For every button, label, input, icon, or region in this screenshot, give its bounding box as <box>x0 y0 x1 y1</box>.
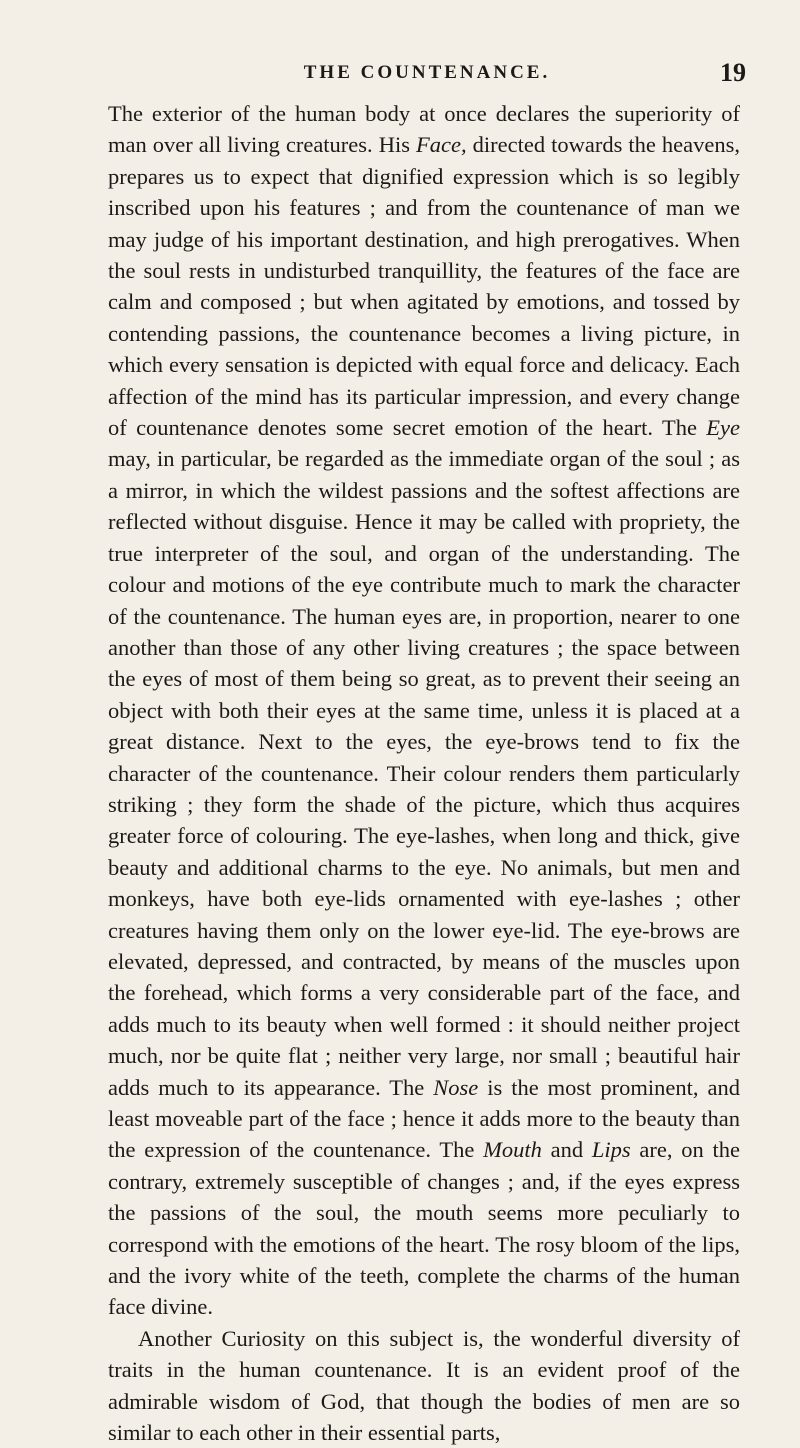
text-segment: The exterior of the human body at once declares the superiority of man over all living creatures. His <box>108 101 740 158</box>
text-segment: and <box>541 1137 592 1163</box>
text-segment: may, in particular, be regarded as the immediate organ of the soul ; as a mirror, in which the wildest passions and the softest affections are reflected without disguise. Hence it may be called with propriety, the true interpreter of the soul, and organ of the understanding. The colour and motions of the eye contribute much to mark the character of the countenance. The human eyes are, in proportion, nearer to one another than those of any other living creatures ; the space between the eyes of most of them being so great, as to prevent their seeing an object with both their eyes at the same time, unless it is placed at a great distance. Next to the eyes, the eye-brows tend to fix the character of the countenance. Their colour renders them particularly striking ; they form the shade of the picture, which thus acquires greater force of colouring. The eye-lashes, when long and thick, give beauty and additional charms to the eye. No animals, but men and monkeys, have both eye-lids ornamented with eye-lashes ; other creatures having them only on the lower eye-lid. The eye-brows are elevated, depressed, and contracted, by means of the muscles upon the forehead, which forms a very considerable part of the face, and adds much to its beauty when well formed : it should neither project much, nor be quite flat ; neither very large, nor small ; beautiful hair adds much to its appearance. The <box>108 446 740 1100</box>
running-head <box>108 58 746 94</box>
text-segment: Another Curiosity on this subject is, the wonderful diversity of traits in the human countenance. It is an evident proof of the admirable wisdom of God, that though the bodies of men are so similar to each other in their essential parts, <box>108 1325 740 1446</box>
italic-term-nose: Nose <box>433 1074 479 1100</box>
text-segment: is the most prominent, and least moveable part of the face ; hence it adds more to the beauty than the expression of the countenance. The <box>108 1074 740 1163</box>
paragraph <box>108 98 740 1323</box>
italic-term-face: Face, <box>416 132 467 158</box>
running-title: THE COUNTENANCE. <box>303 62 551 83</box>
italic-term-mouth: Mouth <box>483 1137 542 1163</box>
text-segment: directed towards the heavens, prepares us to expect that dignified expression which is so legibly inscribed upon his features ; and from the countenance of man we may judge of his important destination, and high prerogatives. When the soul rests in undisturbed tranquillity, the features of the face are calm and composed ; but when agitated by emotions, and tossed by contending passions, the countenance becomes a living picture, in which every sensation is depicted with equal force and delicacy. Each affection of the mind has its particular impression, and every change of countenance denotes some secret emotion of the heart. The <box>108 132 741 441</box>
body-text <box>108 98 740 1448</box>
italic-term-eye: Eye <box>706 415 740 441</box>
page-number: 19 <box>720 58 746 87</box>
paragraph <box>108 1323 740 1448</box>
text-segment: are, on the contrary, extremely susceptible of changes ; and, if the eyes express the passions of the soul, the mouth seems more peculiarly to correspond with the emotions of the heart. The rosy bloom of the lips, and the ivory white of the teeth, complete the charms of the human face divine. <box>108 1137 740 1320</box>
italic-term-lips: Lips <box>591 1137 631 1163</box>
